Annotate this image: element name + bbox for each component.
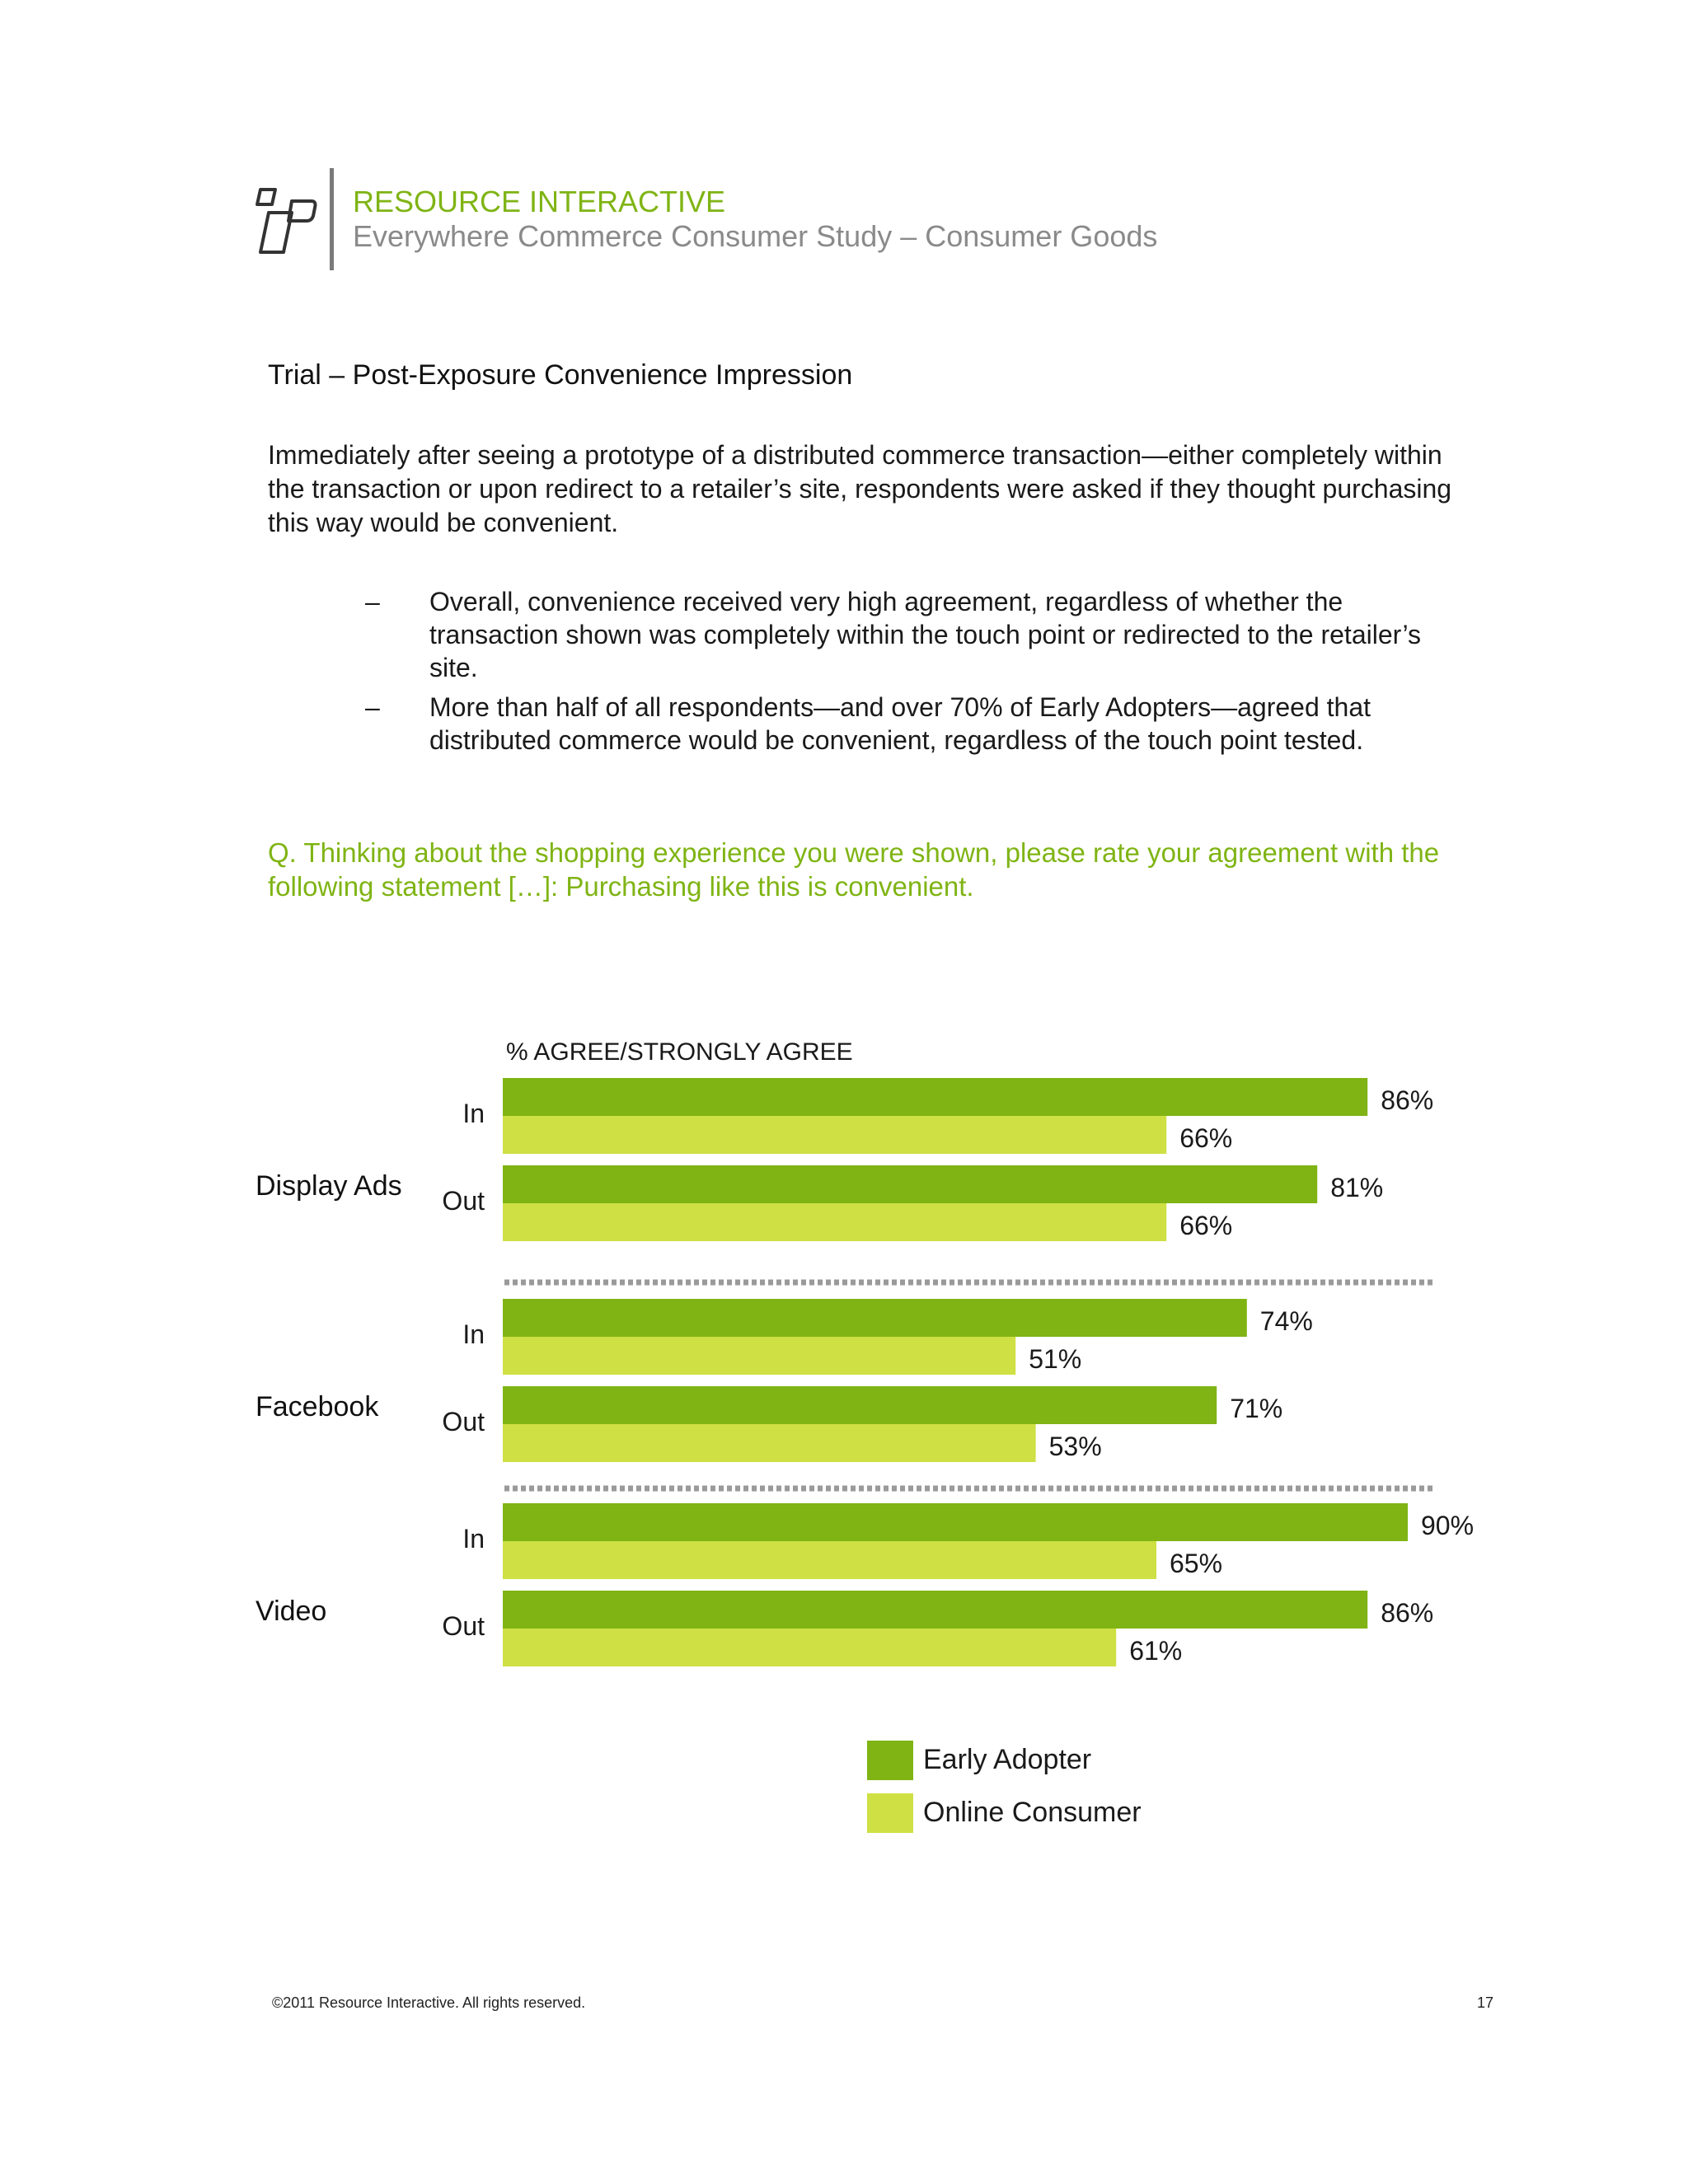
- bullet-item: [268, 691, 1455, 757]
- bar-value-label: 86%: [1381, 1085, 1434, 1115]
- bar-online-consumer: [503, 1629, 1116, 1666]
- copyright-notice: ©2011 Resource Interactive. All rights reserved.: [272, 1994, 586, 2011]
- bar-value-label: 90%: [1421, 1511, 1475, 1540]
- row-label: Out: [442, 1186, 485, 1216]
- legend-label: Online Consumer: [923, 1797, 1142, 1828]
- bullet-dash: –: [365, 692, 380, 722]
- bar-online-consumer: [503, 1424, 1036, 1462]
- legend-swatch-online-consumer: [867, 1793, 913, 1833]
- bar-early-adopter: [503, 1299, 1247, 1337]
- bar-value-label: 81%: [1330, 1173, 1384, 1202]
- section-title: Trial – Post-Exposure Convenience Impression: [268, 359, 853, 391]
- document-subtitle: Everywhere Commerce Consumer Study – Consumer Goods: [353, 219, 1158, 253]
- bar-online-consumer: [503, 1203, 1166, 1241]
- bar-online-consumer: [503, 1116, 1166, 1154]
- bullet-text: More than half of all respondents—and over 70% of Early Adopters—agreed that distributed commerce would be convenient, regardless of the touch point tested.: [429, 692, 1372, 755]
- bar-early-adopter: [503, 1078, 1367, 1116]
- row-label: Out: [442, 1611, 485, 1641]
- convenience-bar-chart: [0, 1022, 1688, 1863]
- row-label: In: [462, 1524, 485, 1554]
- bar-early-adopter: [503, 1503, 1408, 1541]
- row-label: Out: [442, 1407, 485, 1436]
- chart-title: % AGREE/STRONGLY AGREE: [506, 1038, 853, 1066]
- bar-value-label: 65%: [1170, 1549, 1223, 1578]
- row-label: In: [462, 1319, 485, 1349]
- group-label: Facebook: [256, 1391, 379, 1422]
- bullet-item: [268, 585, 1455, 684]
- page-number: 17: [1477, 1994, 1494, 2011]
- bar-early-adopter: [503, 1591, 1367, 1629]
- resource-interactive-logo-icon: [252, 185, 318, 255]
- bar-value-label: 71%: [1230, 1394, 1283, 1423]
- bar-value-label: 66%: [1179, 1211, 1233, 1240]
- brand-name: RESOURCE INTERACTIVE: [353, 185, 726, 218]
- legend-label: Early Adopter: [923, 1744, 1092, 1775]
- intro-paragraph: Immediately after seeing a prototype of a distributed commerce transaction—either completely within the transaction or upon redirect to a retailer’s site, respondents were asked if they thought purchasing this way would be convenient.: [268, 440, 1452, 537]
- bar-value-label: 66%: [1179, 1123, 1233, 1153]
- bar-early-adopter: [503, 1386, 1217, 1424]
- bar-value-label: 53%: [1048, 1432, 1102, 1461]
- bar-value-label: 74%: [1259, 1306, 1313, 1336]
- bullet-list: [268, 585, 1455, 763]
- bar-early-adopter: [503, 1165, 1317, 1203]
- bar-online-consumer: [503, 1337, 1015, 1375]
- bullet-text: Overall, convenience received very high agreement, regardless of whether the transaction shown was completely within the touch point or redirected to the retailer’s site.: [429, 587, 1421, 682]
- group-label: Display Ads: [256, 1170, 402, 1202]
- bullet-dash: –: [365, 587, 380, 616]
- row-label: In: [462, 1099, 485, 1128]
- group-label: Video: [256, 1596, 327, 1627]
- bar-value-label: 51%: [1029, 1344, 1082, 1374]
- legend-swatch-early-adopter: [867, 1741, 913, 1780]
- bar-value-label: 86%: [1381, 1598, 1434, 1628]
- survey-question: Q. Thinking about the shopping experience you were shown, please rate your agreement with the following statement […]: Purchasing like this is convenient.: [268, 837, 1440, 902]
- bar-online-consumer: [503, 1541, 1156, 1579]
- bar-value-label: 61%: [1129, 1636, 1183, 1666]
- header-divider: [330, 168, 334, 270]
